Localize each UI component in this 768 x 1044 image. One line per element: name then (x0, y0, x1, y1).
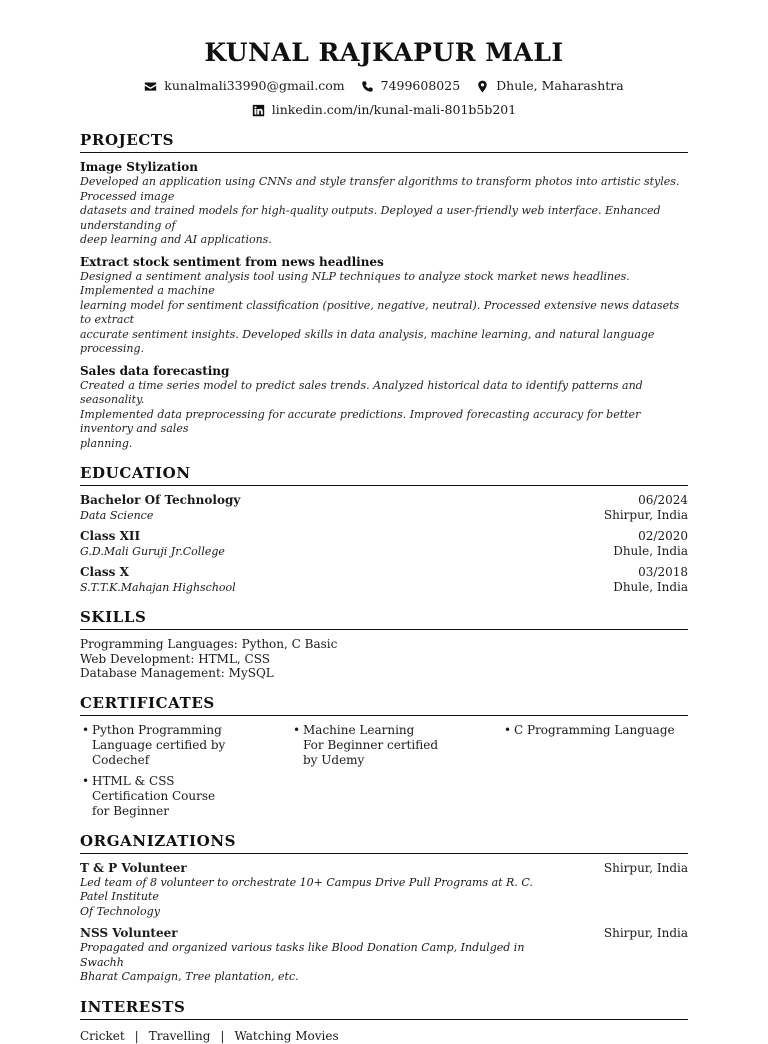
interest-separator: | (220, 1028, 225, 1043)
envelope-icon (144, 80, 157, 93)
education-entry (80, 565, 688, 595)
project-description-line: planning. (80, 436, 133, 450)
project-entry (80, 364, 688, 452)
certificate-text: Python Programming Language certified by Codechef (92, 722, 226, 767)
interests-heading: INTERESTS (80, 997, 688, 1020)
project-description-line: learning model for sentiment classification (positive, negative, neutral). Processed extensive news datasets to extract (80, 298, 680, 326)
institution-name: Data Science (80, 509, 154, 522)
phone-text: 7499608025 (380, 78, 461, 93)
phone-contact[interactable] (361, 78, 461, 94)
certificate-item (291, 723, 502, 768)
interests-list (80, 1028, 688, 1044)
project-title: Sales data forecasting (80, 363, 230, 378)
certificate-item (80, 723, 291, 768)
bullet-icon: • (504, 722, 512, 737)
education-place: Dhule, India (613, 580, 688, 594)
certificate-text: Machine Learning For Beginner certified by Udemy (303, 722, 438, 767)
organization-title: T & P Volunteer (80, 860, 187, 875)
degree-title: Class X (80, 565, 129, 579)
education-date: 03/2018 (638, 565, 688, 579)
project-entry (80, 160, 688, 248)
organizations-section (80, 831, 688, 985)
phone-icon (361, 80, 374, 93)
map-pin-icon (476, 80, 489, 93)
skills-heading: SKILLS (80, 607, 688, 630)
interests-section (80, 997, 688, 1044)
organization-place: Shirpur, India (603, 860, 688, 875)
certificates-heading: CERTIFICATES (80, 693, 688, 716)
organization-entry (80, 861, 688, 920)
degree-title: Bachelor Of Technology (80, 493, 241, 507)
interest-item: Watching Movies (234, 1028, 339, 1043)
education-place: Dhule, India (613, 544, 688, 558)
interest-item: Cricket (80, 1028, 125, 1043)
project-title: Image Stylization (80, 160, 199, 174)
certificate-text: C Programming Language (514, 722, 675, 737)
organizations-heading: ORGANIZATIONS (80, 831, 688, 854)
institution-name: S.T.T.K.Mahajan Highschool (80, 581, 236, 594)
degree-title: Class XII (80, 529, 141, 543)
education-place: Shirpur, India (603, 508, 688, 522)
skill-line: Database Management: MySQL (80, 666, 274, 680)
organization-description-line: Of Technology (80, 904, 160, 918)
project-description-line: Developed an application using CNNs and style transfer algorithms to transform photos into artistic styles. Processed image (80, 175, 680, 203)
bullet-icon: • (293, 722, 301, 737)
interest-separator: | (134, 1028, 139, 1043)
bullet-icon: • (82, 773, 90, 788)
project-title: Extract stock sentiment from news headlines (80, 254, 384, 269)
bullet-icon: • (82, 722, 90, 737)
project-description-line: Implemented data preprocessing for accurate predictions. Improved forecasting accuracy for better inventory and sales (80, 407, 641, 435)
linkedin-icon (252, 104, 265, 117)
skill-line: Web Development: HTML, CSS (80, 651, 270, 666)
project-description-line: Designed a sentiment analysis tool using NLP techniques to analyze stock market news headlines. Implemented a machine (80, 269, 630, 297)
location-contact (476, 78, 624, 94)
projects-section (80, 130, 688, 451)
organization-description-line: Bharat Campaign, Tree plantation, etc. (80, 970, 299, 983)
projects-heading: PROJECTS (80, 130, 688, 153)
education-date: 02/2020 (638, 529, 688, 543)
education-entry (80, 529, 688, 559)
education-entry (80, 493, 688, 523)
organization-entry (80, 926, 688, 985)
skill-line: Programming Languages: Python, C Basic (80, 637, 338, 651)
organization-description-line: Propagated and organized various tasks like Blood Donation Camp, Indulged in Swachh (80, 941, 525, 969)
project-description-line: datasets and trained models for high-quality outputs. Deployed a user-friendly web interface. Enhanced understanding of (80, 204, 661, 232)
certificates-section (80, 693, 688, 819)
email-text: kunalmali33990@gmail.com (164, 78, 345, 93)
institution-name: G.D.Mali Guruji Jr.College (80, 545, 225, 558)
organization-title: NSS Volunteer (80, 926, 178, 940)
skills-section (80, 607, 688, 681)
linkedin-contact[interactable] (252, 102, 516, 118)
project-description-line: accurate sentiment insights. Developed skills in data analysis, machine learning, and natural language processing. (80, 327, 655, 355)
contact-row-primary (80, 78, 688, 94)
email-contact[interactable] (144, 78, 344, 94)
organization-place: Shirpur, India (603, 926, 688, 940)
project-entry (80, 255, 688, 357)
interest-item: Travelling (148, 1028, 211, 1043)
project-description-line: Created a time series model to predict sales trends. Analyzed historical data to identify patterns and seasonality. (80, 378, 643, 406)
organization-description-line: Led team of 8 volunteer to orchestrate 10+ Campus Drive Pull Programs at R. C. Patel Institute (80, 875, 533, 903)
contact-row-secondary (80, 102, 688, 118)
certificate-item (502, 723, 688, 768)
education-date: 06/2024 (638, 493, 688, 507)
candidate-name: KUNAL RAJKAPUR MALI (204, 38, 564, 67)
location-text: Dhule, Maharashtra (496, 78, 624, 93)
certificate-item (80, 774, 291, 819)
linkedin-text: linkedin.com/in/kunal-mali-801b5b201 (271, 102, 517, 117)
certificates-list (80, 723, 688, 819)
education-heading: EDUCATION (80, 463, 688, 486)
project-description-line: deep learning and AI applications. (80, 233, 272, 246)
certificate-text: HTML & CSS Certification Course for Beginner (92, 773, 216, 818)
education-section (80, 463, 688, 595)
